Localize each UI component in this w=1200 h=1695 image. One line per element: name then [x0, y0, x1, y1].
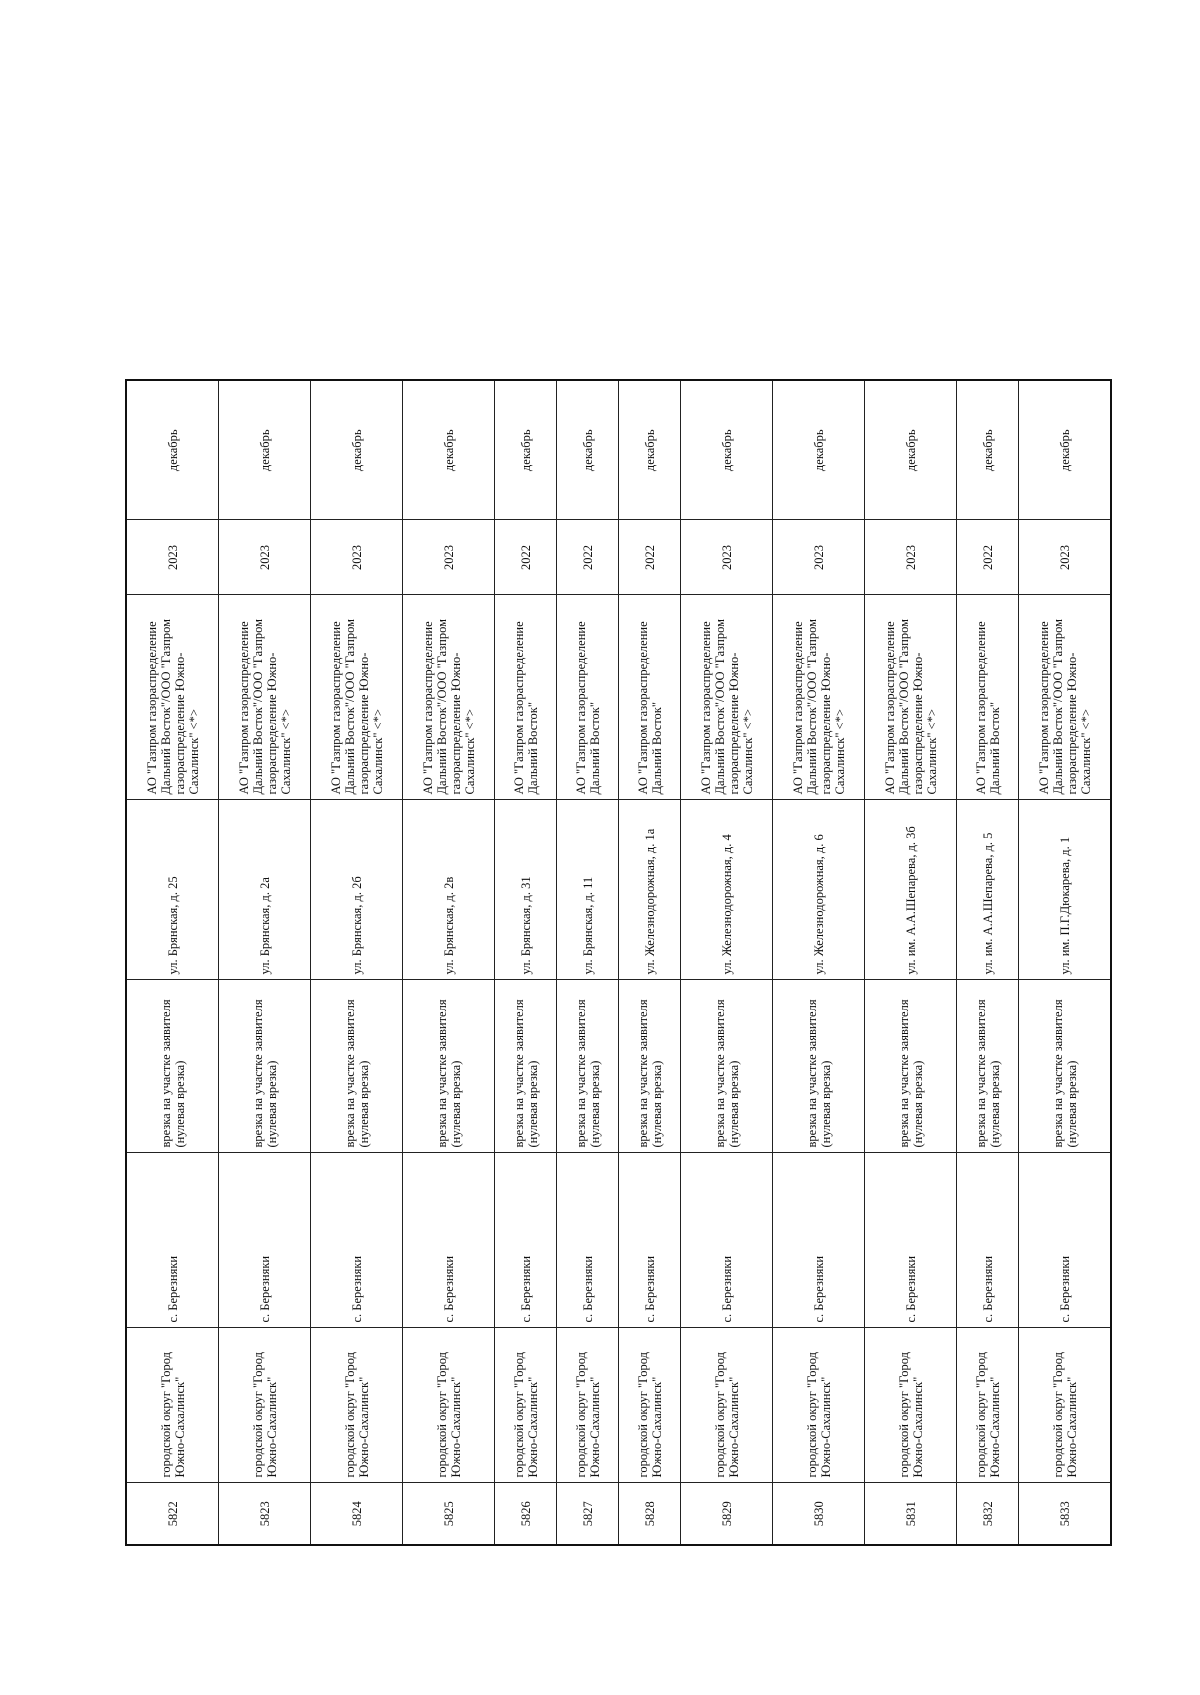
- connection-type-cell: врезка на участке заявителя (нулевая врезка): [219, 980, 311, 1153]
- table-row: [311, 380, 403, 1545]
- table-body: [126, 380, 1111, 1545]
- year-cell: 2023: [1019, 520, 1112, 595]
- organization-cell: АО "Газпром газораспределение Дальний Восток"/ООО "Газпром газораспределение Южно-Сахалинск" <*>: [865, 595, 957, 800]
- address-cell: ул. Брянская, д. 25: [126, 800, 219, 980]
- address-cell: ул. Брянская, д. 31: [495, 800, 557, 980]
- district-cell: городской округ "Город Южно-Сахалинск": [219, 1328, 311, 1483]
- month-cell: декабрь: [957, 380, 1019, 520]
- table-row: [865, 380, 957, 1545]
- organization-cell: АО "Газпром газораспределение Дальний Восток": [495, 595, 557, 800]
- address-cell: ул. им. П.Г.Дюкарева, д. 1: [1019, 800, 1112, 980]
- year-cell: 2022: [619, 520, 681, 595]
- address-cell: ул. Железнодорожная, д. 1а: [619, 800, 681, 980]
- table-row: [957, 380, 1019, 1545]
- district-cell: городской округ "Город Южно-Сахалинск": [1019, 1328, 1112, 1483]
- connection-type-cell: врезка на участке заявителя (нулевая врезка): [495, 980, 557, 1153]
- month-cell: декабрь: [681, 380, 773, 520]
- organization-cell: АО "Газпром газораспределение Дальний Восток"/ООО "Газпром газораспределение Южно-Сахалинск" <*>: [773, 595, 865, 800]
- locality-cell: с. Березняки: [957, 1153, 1019, 1328]
- row-number-cell: 5828: [619, 1483, 681, 1545]
- year-cell: 2022: [557, 520, 619, 595]
- district-cell: городской округ "Город Южно-Сахалинск": [865, 1328, 957, 1483]
- row-number-cell: 5829: [681, 1483, 773, 1545]
- year-cell: 2022: [957, 520, 1019, 595]
- district-cell: городской округ "Город Южно-Сахалинск": [403, 1328, 495, 1483]
- table-row: [619, 380, 681, 1545]
- district-cell: городской округ "Город Южно-Сахалинск": [557, 1328, 619, 1483]
- organization-cell: АО "Газпром газораспределение Дальний Восток"/ООО "Газпром газораспределение Южно-Сахалинск" <*>: [126, 595, 219, 800]
- locality-cell: с. Березняки: [403, 1153, 495, 1328]
- row-number-cell: 5823: [219, 1483, 311, 1545]
- address-cell: ул. им. А.А.Шепарева, д. 5: [957, 800, 1019, 980]
- month-cell: декабрь: [495, 380, 557, 520]
- row-number-cell: 5831: [865, 1483, 957, 1545]
- district-cell: городской округ "Город Южно-Сахалинск": [495, 1328, 557, 1483]
- district-cell: городской округ "Город Южно-Сахалинск": [773, 1328, 865, 1483]
- table-row: [219, 380, 311, 1545]
- rotated-table-wrapper: [125, 381, 1093, 1546]
- organization-cell: АО "Газпром газораспределение Дальний Восток": [619, 595, 681, 800]
- organization-cell: АО "Газпром газораспределение Дальний Восток"/ООО "Газпром газораспределение Южно-Сахалинск" <*>: [311, 595, 403, 800]
- row-number-cell: 5830: [773, 1483, 865, 1545]
- year-cell: 2023: [865, 520, 957, 595]
- table-row: [126, 380, 219, 1545]
- locality-cell: с. Березняки: [219, 1153, 311, 1328]
- row-number-cell: 5833: [1019, 1483, 1112, 1545]
- table-row: [557, 380, 619, 1545]
- year-cell: 2023: [219, 520, 311, 595]
- organization-cell: АО "Газпром газораспределение Дальний Восток"/ООО "Газпром газораспределение Южно-Сахалинск" <*>: [681, 595, 773, 800]
- row-number-cell: 5824: [311, 1483, 403, 1545]
- locality-cell: с. Березняки: [681, 1153, 773, 1328]
- connection-type-cell: врезка на участке заявителя (нулевая врезка): [311, 980, 403, 1153]
- address-cell: ул. Брянская, д. 2б: [311, 800, 403, 980]
- locality-cell: с. Березняки: [495, 1153, 557, 1328]
- month-cell: декабрь: [1019, 380, 1112, 520]
- district-cell: городской округ "Город Южно-Сахалинск": [311, 1328, 403, 1483]
- month-cell: декабрь: [219, 380, 311, 520]
- address-cell: ул. Железнодорожная, д. 4: [681, 800, 773, 980]
- locality-cell: с. Березняки: [126, 1153, 219, 1328]
- connection-type-cell: врезка на участке заявителя (нулевая врезка): [957, 980, 1019, 1153]
- locality-cell: с. Березняки: [773, 1153, 865, 1328]
- connection-type-cell: врезка на участке заявителя (нулевая врезка): [403, 980, 495, 1153]
- gasification-table: [125, 379, 1112, 1546]
- organization-cell: АО "Газпром газораспределение Дальний Восток"/ООО "Газпром газораспределение Южно-Сахалинск" <*>: [1019, 595, 1112, 800]
- address-cell: ул. Брянская, д. 2в: [403, 800, 495, 980]
- connection-type-cell: врезка на участке заявителя (нулевая врезка): [1019, 980, 1112, 1153]
- month-cell: декабрь: [126, 380, 219, 520]
- organization-cell: АО "Газпром газораспределение Дальний Восток": [957, 595, 1019, 800]
- month-cell: декабрь: [557, 380, 619, 520]
- table-row: [403, 380, 495, 1545]
- address-cell: ул. Брянская, д. 2а: [219, 800, 311, 980]
- connection-type-cell: врезка на участке заявителя (нулевая врезка): [865, 980, 957, 1153]
- connection-type-cell: врезка на участке заявителя (нулевая врезка): [557, 980, 619, 1153]
- address-cell: ул. им. А.А.Шепарева, д. 3б: [865, 800, 957, 980]
- year-cell: 2023: [311, 520, 403, 595]
- month-cell: декабрь: [773, 380, 865, 520]
- row-number-cell: 5827: [557, 1483, 619, 1545]
- month-cell: декабрь: [865, 380, 957, 520]
- month-cell: декабрь: [619, 380, 681, 520]
- table-row: [1019, 380, 1112, 1545]
- organization-cell: АО "Газпром газораспределение Дальний Восток"/ООО "Газпром газораспределение Южно-Сахалинск" <*>: [403, 595, 495, 800]
- row-number-cell: 5825: [403, 1483, 495, 1545]
- locality-cell: с. Березняки: [619, 1153, 681, 1328]
- organization-cell: АО "Газпром газораспределение Дальний Восток": [557, 595, 619, 800]
- table-row: [681, 380, 773, 1545]
- connection-type-cell: врезка на участке заявителя (нулевая врезка): [773, 980, 865, 1153]
- connection-type-cell: врезка на участке заявителя (нулевая врезка): [619, 980, 681, 1153]
- organization-cell: АО "Газпром газораспределение Дальний Восток"/ООО "Газпром газораспределение Южно-Сахалинск" <*>: [219, 595, 311, 800]
- address-cell: ул. Железнодорожная, д. 6: [773, 800, 865, 980]
- district-cell: городской округ "Город Южно-Сахалинск": [957, 1328, 1019, 1483]
- address-cell: ул. Брянская, д. 11: [557, 800, 619, 980]
- row-number-cell: 5822: [126, 1483, 219, 1545]
- year-cell: 2023: [681, 520, 773, 595]
- locality-cell: с. Березняки: [557, 1153, 619, 1328]
- locality-cell: с. Березняки: [865, 1153, 957, 1328]
- year-cell: 2022: [495, 520, 557, 595]
- year-cell: 2023: [773, 520, 865, 595]
- year-cell: 2023: [126, 520, 219, 595]
- month-cell: декабрь: [311, 380, 403, 520]
- locality-cell: с. Березняки: [1019, 1153, 1112, 1328]
- connection-type-cell: врезка на участке заявителя (нулевая врезка): [126, 980, 219, 1153]
- year-cell: 2023: [403, 520, 495, 595]
- table-row: [495, 380, 557, 1545]
- table-row: [773, 380, 865, 1545]
- district-cell: городской округ "Город Южно-Сахалинск": [126, 1328, 219, 1483]
- connection-type-cell: врезка на участке заявителя (нулевая врезка): [681, 980, 773, 1153]
- month-cell: декабрь: [403, 380, 495, 520]
- district-cell: городской округ "Город Южно-Сахалинск": [619, 1328, 681, 1483]
- district-cell: городской округ "Город Южно-Сахалинск": [681, 1328, 773, 1483]
- locality-cell: с. Березняки: [311, 1153, 403, 1328]
- row-number-cell: 5826: [495, 1483, 557, 1545]
- row-number-cell: 5832: [957, 1483, 1019, 1545]
